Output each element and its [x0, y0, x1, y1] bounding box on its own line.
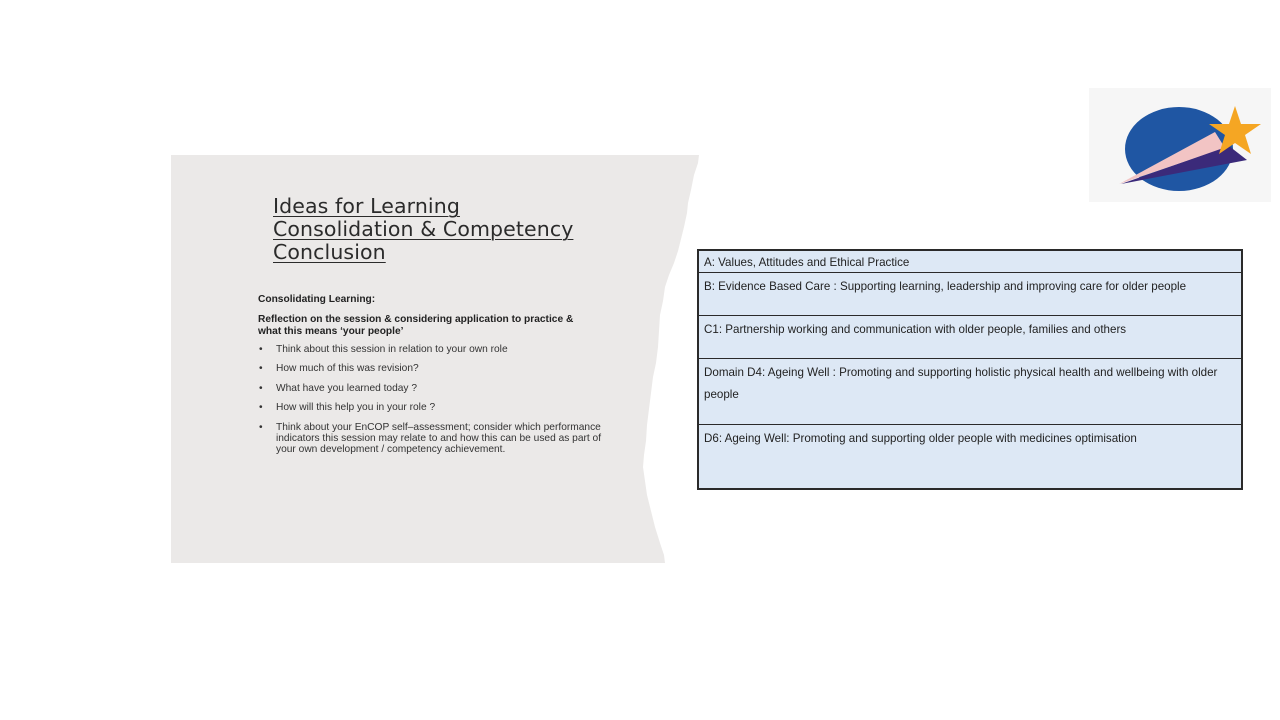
table-row: D6: Ageing Well: Promoting and supporting older people with medicines optimisation [699, 424, 1241, 488]
list-item [258, 402, 603, 413]
list-item-text: How will this help you in your role ? [276, 402, 436, 414]
learning-panel [171, 155, 701, 565]
bullet-icon: • [259, 363, 263, 375]
list-item [258, 383, 603, 394]
section-subheading: Reflection on the session & considering application to practice & what this means ‘your people’ [258, 314, 574, 337]
reflection-list [258, 344, 603, 463]
list-item-text: Think about this session in relation to your own role [276, 344, 508, 355]
section-heading: Consolidating Learning: [258, 294, 376, 305]
table-row: A: Values, Attitudes and Ethical Practice [704, 256, 910, 269]
list-item [258, 344, 603, 355]
list-item [258, 422, 603, 456]
bullet-icon: • [259, 421, 263, 433]
table-row: Domain D4: Ageing Well : Promoting and supporting holistic physical health and wellbeing with older people [699, 358, 1241, 424]
shooting-star-icon [1089, 88, 1271, 202]
list-item [258, 363, 603, 374]
bullet-icon: • [259, 344, 263, 355]
list-item-text: Think about your EnCOP self–assessment; consider which performance indicators this session may relate to and how this can be used as part of your own development / competency achievement. [276, 421, 602, 455]
table-row: B: Evidence Based Care : Supporting learning, leadership and improving care for older people [699, 272, 1241, 315]
title-line: Conclusion [273, 240, 386, 264]
list-item-text: How much of this was revision? [276, 363, 419, 375]
shooting-star-logo [1089, 88, 1271, 202]
title-line: Consolidation & Competency [273, 217, 574, 241]
bullet-icon: • [259, 382, 263, 394]
list-item-text: What have you learned today ? [276, 382, 418, 394]
bullet-icon: • [259, 402, 263, 414]
table-row: C1: Partnership working and communication with older people, families and others [699, 315, 1241, 358]
competency-table [697, 249, 1243, 490]
panel-title [273, 195, 673, 264]
title-line: Ideas for Learning [273, 194, 460, 218]
